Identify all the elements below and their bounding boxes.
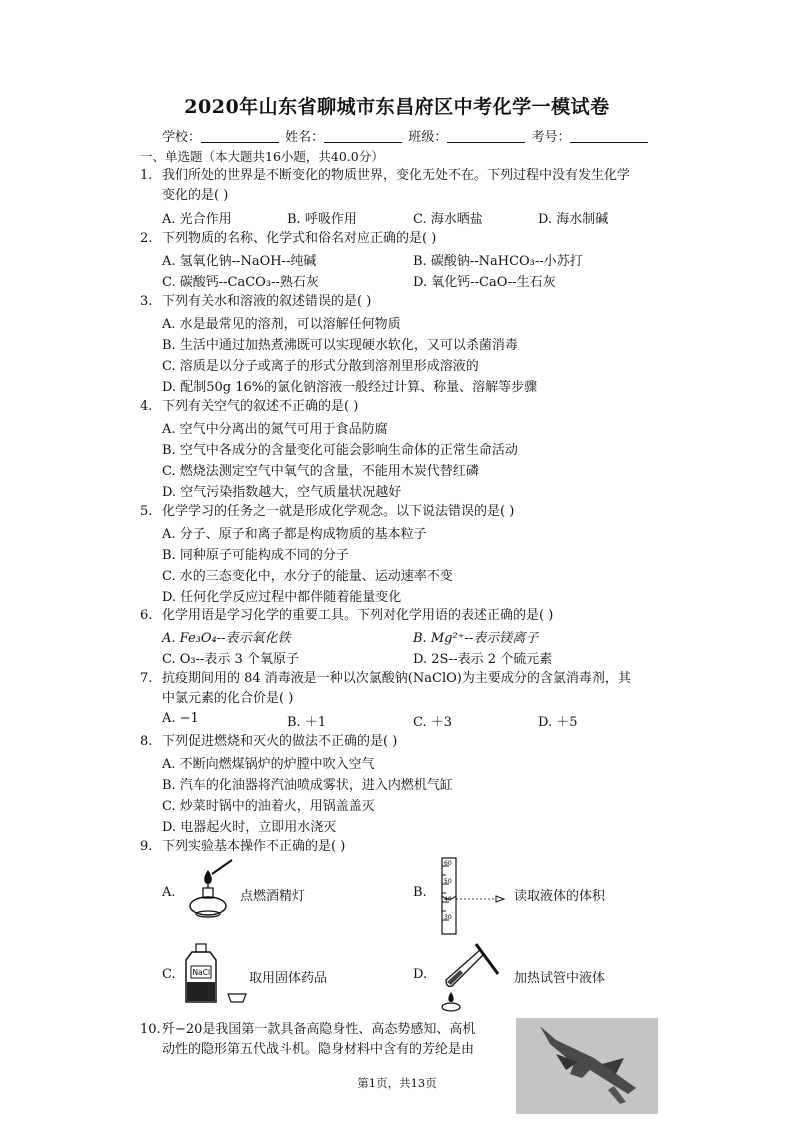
option-a: A. Fe₃O₄--表示氧化铁 — [162, 631, 291, 646]
option-d: D. ＋5 — [538, 715, 578, 730]
question-stem-line: 中氯元素的化合价是( ) — [162, 691, 294, 706]
heating-test-tube-figure — [432, 940, 508, 1012]
alcohol-lamp-lighting-figure — [182, 858, 238, 920]
option-b: B. 呼吸作用 — [287, 212, 357, 227]
option-d: D. 任何化学反应过程中都伴随着能量变化 — [162, 590, 402, 605]
student-info-line — [162, 126, 650, 145]
option-b: B. 同种原子可能构成不同的分子 — [162, 548, 349, 563]
fighter-jet-photo — [516, 1018, 658, 1114]
question-number: 4. — [140, 399, 153, 414]
option-a: A. 水是最常见的溶剂，可以溶解任何物质 — [162, 317, 401, 332]
class-label: 班级： — [408, 130, 448, 145]
option-d: D. 氧化钙--CaO--生石灰 — [413, 275, 556, 290]
option-b: B. Mg²⁺--表示镁离子 — [413, 631, 539, 646]
question-stem-line: 化学用语是学习化学的重要工具。下列对化学用语的表述正确的是( ) — [162, 608, 554, 623]
option-c: C. — [162, 967, 176, 982]
section-heading: 一、单选题（本大题共16小题，共40.0分） — [140, 149, 384, 164]
option-d: D. 配制50g 16%的氯化钠溶液一般经过计算、称量、溶解等步骤 — [162, 380, 538, 395]
question-3 — [140, 292, 372, 312]
question-1 — [140, 166, 631, 203]
question-4 — [140, 397, 359, 417]
fighter-jet-image — [516, 1018, 658, 1114]
exam-number-label: 考号： — [531, 130, 571, 145]
bottle-label-text: NaCl — [192, 968, 211, 977]
question-stem-line: 下列促进燃烧和灭火的做法不正确的是( ) — [162, 734, 398, 749]
question-2 — [140, 229, 437, 249]
option-b: B. 汽车的化油器将汽油喷成雾状，进入内燃机气缸 — [162, 778, 453, 793]
question-number: 7. — [140, 671, 153, 686]
page-title: 2020年山东省聊城市东昌府区中考化学一模试卷 — [184, 96, 610, 118]
tick-label: 30 — [444, 914, 452, 921]
solid-contents — [187, 982, 215, 1001]
tick-label: 40 — [444, 896, 452, 903]
question-stem-line: 下列实验基本操作不正确的是( ) — [162, 839, 346, 854]
option-b: B. 碳酸钠--NaHCO₃--小苏打 — [413, 254, 583, 269]
figure-caption: 加热试管中液体 — [514, 971, 606, 986]
option-c: C. 溶质是以分子或离子的形式分散到溶剂里形成溶液的 — [162, 359, 479, 374]
question-10 — [140, 1020, 476, 1057]
figure-caption: 读取液体的体积 — [514, 889, 606, 904]
option-a: A. 光合作用 — [162, 212, 232, 227]
option-a: A. 不断向燃煤锅炉的炉膛中吹入空气 — [162, 757, 375, 772]
option-a: A. 分子、原子和离子都是构成物质的基本粒子 — [162, 527, 427, 542]
alcohol-lamp — [442, 1003, 460, 1011]
graduated-cylinder-figure — [430, 856, 512, 936]
option-d: D. — [413, 967, 428, 982]
option-c: C. 炒菜时锅中的油着火，用锅盖盖灭 — [162, 799, 375, 814]
question-8 — [140, 732, 398, 752]
figure-caption: 点燃酒精灯 — [240, 889, 306, 904]
option-c: C. 海水晒盐 — [413, 212, 483, 227]
option-d: D. 2S--表示 2 个硫元素 — [413, 652, 553, 667]
question-number: 2. — [140, 231, 153, 246]
question-6 — [140, 606, 554, 626]
tick-label: 50 — [444, 878, 452, 885]
school-label: 学校： — [162, 130, 202, 145]
lamp-body — [190, 897, 226, 915]
question-stem-line: 化学学习的任务之一就是形成化学观念。以下说法错误的是( ) — [162, 504, 515, 519]
option-d: D. 海水制碱 — [538, 212, 609, 227]
bottle-stopper — [196, 944, 206, 952]
exam-number-blank[interactable] — [570, 130, 648, 143]
question-stem-line: 下列物质的名称、化学式和俗名对应正确的是( ) — [162, 231, 437, 246]
option-a: A. −1 — [162, 711, 199, 726]
option-c: C. 水的三态变化中，水分子的能量、运动速率不变 — [162, 569, 453, 584]
name-blank[interactable] — [324, 130, 402, 143]
option-a: A. — [162, 885, 176, 900]
question-5 — [140, 502, 515, 522]
question-number: 8. — [140, 734, 153, 749]
option-b: B. ＋1 — [287, 715, 327, 730]
name-label: 姓名： — [285, 130, 325, 145]
question-number: 10. — [140, 1022, 161, 1037]
question-number: 9. — [140, 839, 153, 854]
option-b: B. — [413, 885, 427, 900]
match-stick — [212, 860, 232, 874]
option-c: C. O₃--表示 3 个氧原子 — [162, 652, 299, 667]
question-stem-line: 下列有关空气的叙述不正确的是( ) — [162, 399, 359, 414]
option-c: C. ＋3 — [413, 715, 453, 730]
option-a: A. 空气中分离出的氮气可用于食品防腐 — [162, 422, 388, 437]
question-number: 3. — [140, 294, 153, 309]
question-stem-line: 歼−20是我国第一款具备高隐身性、高态势感知、高机 — [162, 1022, 476, 1037]
reagent-bottle-figure — [178, 942, 250, 1008]
question-stem-line: 我们所处的世界是不断变化的物质世界，变化无处不在。下列过程中没有发生化学 — [162, 168, 631, 183]
question-number: 5. — [140, 504, 153, 519]
option-d: D. 电器起火时，立即用水浇灭 — [162, 820, 337, 835]
figure-caption: 取用固体药品 — [249, 971, 328, 986]
option-d: D. 空气污染指数越大，空气质量状况越好 — [162, 485, 402, 500]
question-stem-line: 下列有关水和溶液的叙述错误的是( ) — [162, 294, 372, 309]
question-number: 1. — [140, 168, 153, 183]
option-a: A. 氢氧化钠--NaOH--纯碱 — [162, 254, 317, 269]
class-blank[interactable] — [447, 130, 525, 143]
option-b: B. 生活中通过加热煮沸既可以实现硬水软化，又可以杀菌消毒 — [162, 338, 518, 353]
question-stem-line: 动性的隐形第五代战斗机。隐身材料中含有的芳纶是由 — [162, 1042, 475, 1057]
eye-icon — [496, 896, 504, 902]
question-number: 6. — [140, 608, 153, 623]
question-stem-line: 抗疫期间用的 84 消毒液是一种以次氯酸钠(NaClO)为主要成分的含氯消毒剂，其 — [162, 671, 631, 686]
page-footer: 第1页，共13页 — [357, 1076, 437, 1090]
flame-icon — [204, 870, 212, 884]
option-c: C. 碳酸钙--CaCO₃--熟石灰 — [162, 275, 319, 290]
tick-label: 60 — [444, 860, 452, 867]
question-7 — [140, 669, 631, 706]
school-blank[interactable] — [201, 130, 279, 143]
option-b: B. 空气中各成分的含量变化可能会影响生命体的正常生命活动 — [162, 443, 518, 458]
question-9 — [140, 837, 346, 857]
watch-glass — [228, 994, 246, 1002]
question-stem-line: 变化的是( ) — [162, 188, 229, 203]
option-c: C. 燃烧法测定空气中氧气的含量，不能用木炭代替红磷 — [162, 464, 479, 479]
flame-icon — [448, 992, 453, 1002]
